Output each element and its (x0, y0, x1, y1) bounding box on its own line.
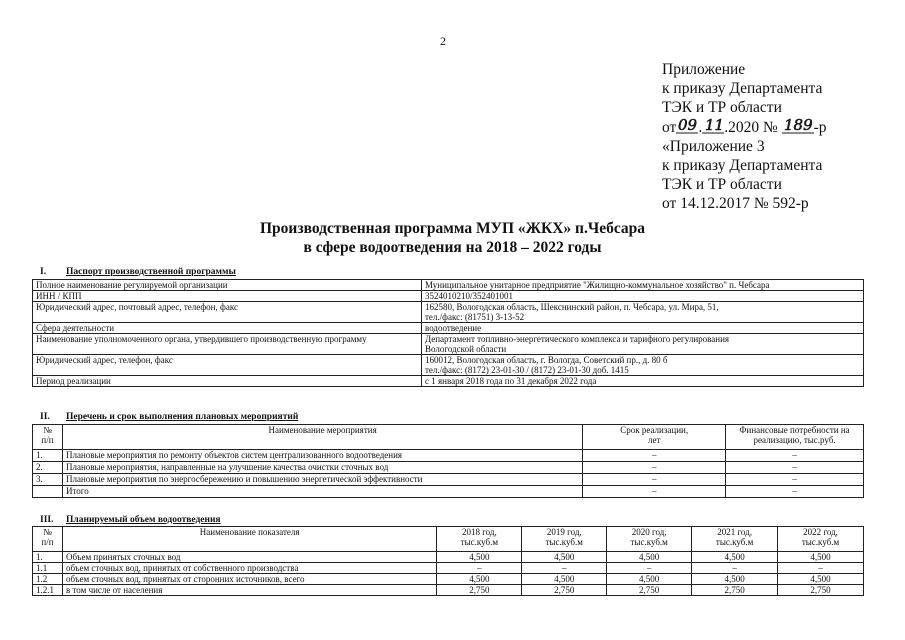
table-row (33, 563, 864, 574)
indicator-value: 4,500 (778, 552, 864, 563)
section-2-title: Перечень и срок выполнения плановых мероприятий (66, 412, 299, 422)
table-row (33, 585, 864, 596)
row-number: 1.2.1 (33, 585, 63, 596)
order-year: .2020 № (724, 119, 778, 136)
table-row (33, 486, 864, 498)
handwritten-order-number-text: 189 (783, 117, 813, 134)
column-header: № п/п (33, 527, 63, 552)
passport-label: ИНН / КПП (33, 291, 422, 302)
section-3-heading (32, 515, 221, 525)
appendix-line: «Приложение 3 (662, 138, 765, 155)
handwritten-order-number (782, 117, 814, 135)
section-1-heading (32, 267, 236, 277)
row-number: 3. (33, 474, 63, 486)
measure-term: – (583, 450, 726, 462)
table-row (33, 302, 864, 323)
indicator-value: 2,750 (607, 585, 692, 596)
appendix-block (662, 60, 827, 213)
passport-value: 160012, Вологодская область, г. Вологда, Советский пр., д. 80 б тел./факс: (8172) 23-01-30 / (8172) 23-01-30 доб. 1415 (422, 355, 864, 376)
indicator-name: объем сточных вод, принятых от собственного производства (62, 563, 436, 574)
measure-term: – (583, 462, 726, 474)
passport-value: Муниципальное унитарное предприятие "Жилищно-коммунальное хозяйство" п. Чебсара (422, 280, 864, 291)
section-2-number: II. (40, 412, 50, 422)
row-number: 1.1 (33, 563, 63, 574)
measure-funding: – (726, 462, 864, 474)
appendix-line: к приказу Департамента (662, 157, 823, 174)
measure-name: Плановые мероприятия, направленные на улучшение качества очистки сточных вод (62, 462, 582, 474)
table-row (33, 280, 864, 291)
passport-value: Департамент топливно-энергетического комплекса и тарифного регулирования Вологодской области (422, 334, 864, 355)
table-row (33, 450, 864, 462)
indicator-value: – (692, 563, 778, 574)
indicator-value: 4,500 (522, 552, 607, 563)
document-title (0, 219, 905, 257)
volume-table (32, 526, 864, 596)
passport-value: 3524010210/352401001 (422, 291, 864, 302)
title-line-1: Производственная программа МУП «ЖКХ» п.Чебсара (259, 220, 646, 237)
passport-label: Наименование уполномоченного органа, утвердившего производственную программу (33, 334, 422, 355)
table-row (33, 334, 864, 355)
appendix-line: от 14.12.2017 № 592-р (662, 195, 809, 212)
section-1-number: I. (40, 267, 47, 277)
column-header: Наименование показателя (62, 527, 436, 552)
table-row (33, 552, 864, 563)
appendix-order-line: от 09 . 11 .2020 № 189 -р (662, 117, 827, 136)
table-row (33, 474, 864, 486)
indicator-name: Объем принятых сточных вод (62, 552, 436, 563)
date-prefix: от (662, 119, 677, 136)
appendix-line: ТЭК и ТР области (662, 176, 782, 193)
column-header: Финансовые потребности на реализацию, тыс.руб. (726, 425, 864, 450)
indicator-value: – (437, 563, 522, 574)
passport-label: Полное наименование регулируемой организации (33, 280, 422, 291)
indicator-name: в том числе от населения (62, 585, 436, 596)
indicator-name: объем сточных вод, принятых от сторонних источников, всего (62, 574, 436, 585)
table-header-row (33, 527, 864, 552)
row-number (33, 486, 63, 498)
measure-funding: – (726, 474, 864, 486)
column-header: 2018 год, тыс.куб.м (437, 527, 522, 552)
table-row (33, 574, 864, 585)
indicator-value: 4,500 (607, 552, 692, 563)
indicator-value: 4,500 (522, 574, 607, 585)
measure-funding: – (726, 450, 864, 462)
indicator-value: 4,500 (437, 574, 522, 585)
handwritten-month-text: 11 (705, 117, 725, 134)
indicator-value: 4,500 (437, 552, 522, 563)
measure-funding: – (726, 486, 864, 498)
appendix-line: ТЭК и ТР области (662, 99, 782, 116)
row-number: 1.2 (33, 574, 63, 585)
indicator-value: 2,750 (437, 585, 522, 596)
column-header: № п/п (33, 425, 63, 450)
row-number: 1. (33, 450, 63, 462)
page-number: 2 (440, 34, 446, 48)
appendix-line: Приложение (662, 61, 746, 78)
column-header: Срок реализации, лет (583, 425, 726, 450)
measures-table (32, 424, 864, 498)
indicator-value: 4,500 (692, 552, 778, 563)
row-number: 1. (33, 552, 63, 563)
column-header: 2021 год, тыс.куб.м (692, 527, 778, 552)
passport-table (32, 279, 864, 387)
handwritten-day-text: 09 (678, 117, 698, 134)
handwritten-month (702, 117, 724, 135)
section-1-title: Паспорт производственной программы (66, 267, 236, 277)
indicator-value: – (778, 563, 864, 574)
column-header: 2020 год, тыс.куб.м (607, 527, 692, 552)
table-header-row (33, 425, 864, 450)
indicator-value: 2,750 (692, 585, 778, 596)
measure-name: Итого (62, 486, 582, 498)
passport-label: Юридический адрес, телефон, факс (33, 355, 422, 376)
measure-term: – (583, 474, 726, 486)
column-header: 2019 год, тыс.куб.м (522, 527, 607, 552)
passport-label: Период реализации (33, 376, 422, 387)
measure-name: Плановые мероприятия по энергосбережению и повышению энергетической эффективности (62, 474, 582, 486)
table-row (33, 462, 864, 474)
title-line-2: в сфере водоотведения на 2018 – 2022 годы (303, 239, 602, 256)
indicator-value: 4,500 (692, 574, 778, 585)
passport-label: Сфера деятельности (33, 323, 422, 334)
measure-name: Плановые мероприятия по ремонту объектов систем централизованного водоотведения (62, 450, 582, 462)
passport-value: 162580, Вологодская область, Шекснинский район, п. Чебсара, ул. Мира, 51, тел./факс: (81751) 3-13-52 (422, 302, 864, 323)
table-row (33, 323, 864, 334)
passport-value: водоотведение (422, 323, 864, 334)
passport-value: с 1 января 2018 года по 31 декабря 2022 года (422, 376, 864, 387)
table-row (33, 376, 864, 387)
indicator-value: 4,500 (778, 574, 864, 585)
order-suffix: -р (813, 119, 827, 136)
section-2-heading (32, 412, 298, 422)
appendix-line: к приказу Департамента (662, 80, 823, 97)
indicator-value: – (607, 563, 692, 574)
section-3-title: Планируемый объем водоотведения (66, 515, 221, 525)
table-row (33, 291, 864, 302)
passport-label: Юридический адрес, почтовый адрес, телефон, факс (33, 302, 422, 323)
measure-term: – (583, 486, 726, 498)
table-row (33, 355, 864, 376)
indicator-value: 4,500 (607, 574, 692, 585)
column-header: 2022 год, тыс.куб.м (778, 527, 864, 552)
row-number: 2. (33, 462, 63, 474)
indicator-value: 2,750 (778, 585, 864, 596)
column-header: Наименование мероприятия (62, 425, 582, 450)
indicator-value: – (522, 563, 607, 574)
section-3-number: III. (40, 515, 54, 525)
handwritten-day (676, 117, 698, 135)
indicator-value: 2,750 (522, 585, 607, 596)
